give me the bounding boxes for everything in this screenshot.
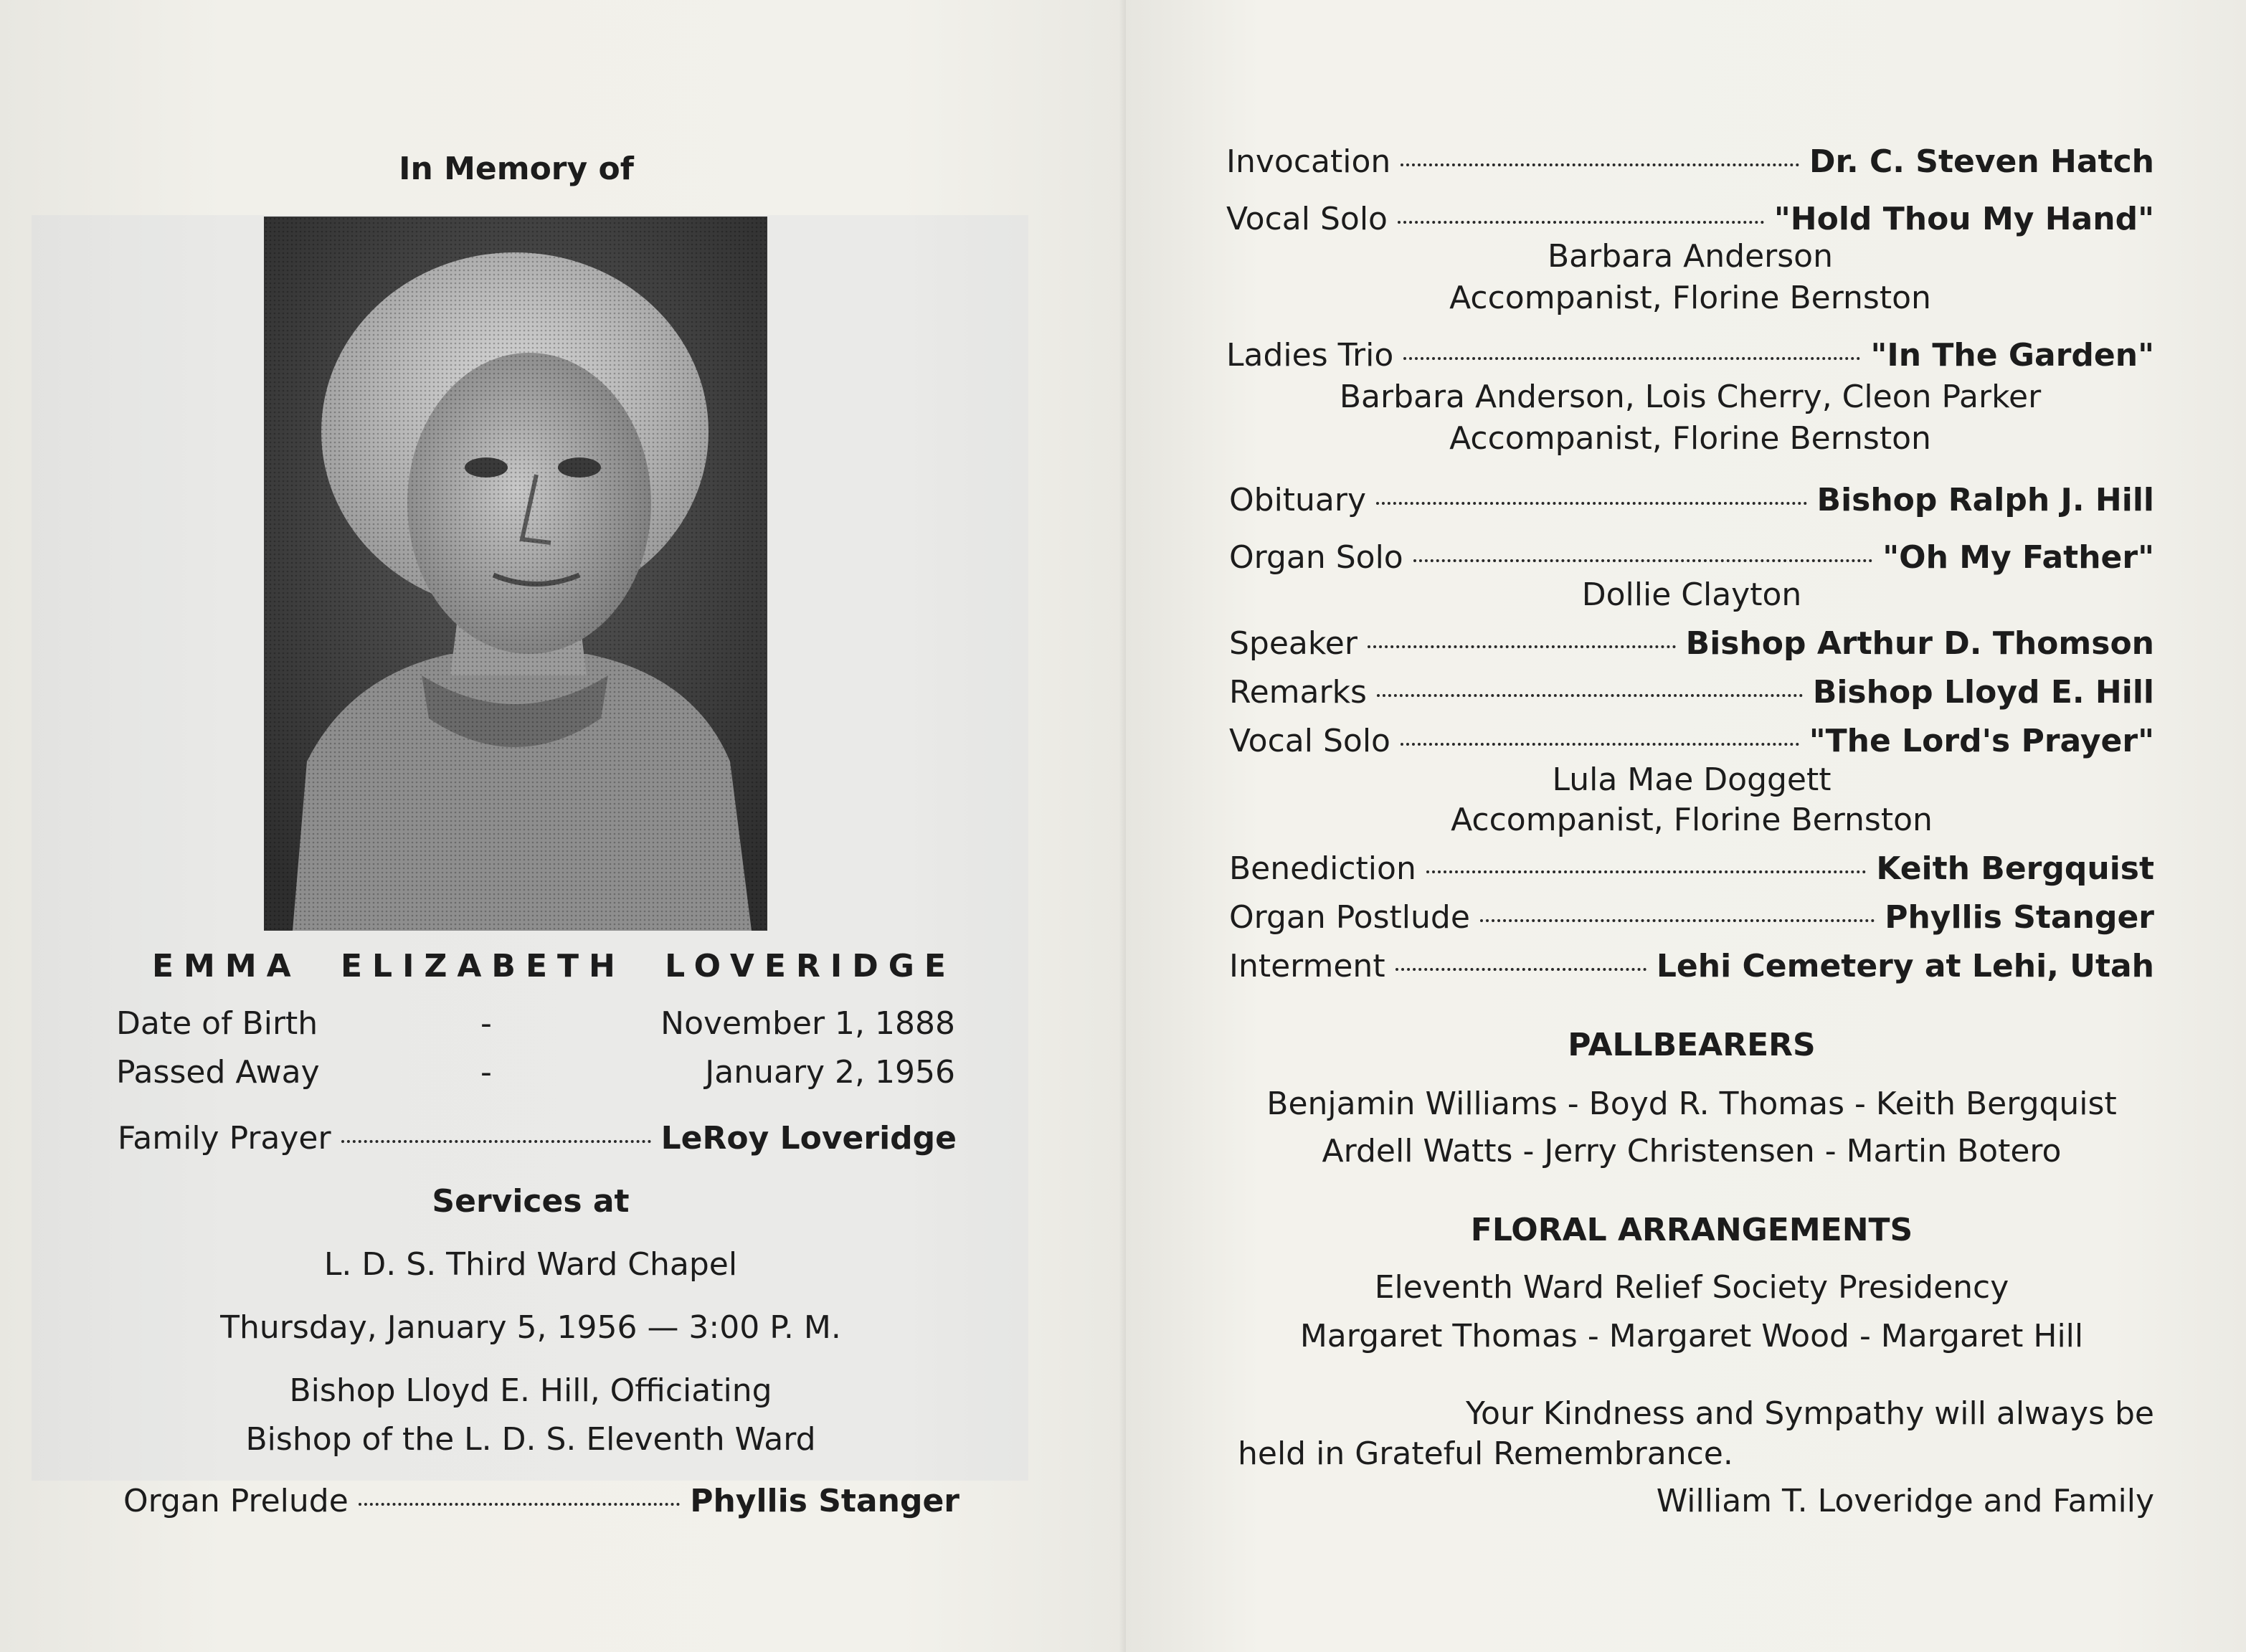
leader-dots bbox=[341, 1140, 651, 1143]
leader-dots bbox=[1401, 743, 1799, 746]
program-performer: Dollie Clayton bbox=[1581, 576, 1802, 613]
portrait-photo bbox=[264, 217, 767, 931]
program-value: Keith Bergquist bbox=[1876, 850, 2154, 887]
leader-dots bbox=[1376, 502, 1807, 505]
program-value: "The Lord's Prayer" bbox=[1809, 723, 2154, 759]
leader-dots bbox=[1413, 559, 1873, 562]
officiating-line-1: Bishop Lloyd E. Hill, Officiating bbox=[289, 1372, 772, 1409]
family-prayer-value: LeRoy Loveridge bbox=[660, 1120, 957, 1157]
program-value: Lehi Cemetery at Lehi, Utah bbox=[1656, 948, 2154, 984]
program-label: Ladies Trio bbox=[1226, 337, 1394, 374]
death-date-value: January 2, 1956 bbox=[705, 1054, 955, 1091]
leader-dots bbox=[1480, 919, 1875, 922]
program-value: "Oh My Father" bbox=[1882, 539, 2154, 576]
program-value: Bishop Ralph J. Hill bbox=[1816, 482, 2154, 518]
program-row-vocal-solo-1 bbox=[1226, 201, 2154, 237]
signature: William T. Loveridge and Family bbox=[1656, 1483, 2154, 1519]
leader-dots bbox=[1426, 870, 1867, 873]
program-performer: Barbara Anderson, Lois Cherry, Cleon Parker bbox=[1339, 379, 2042, 415]
program-row-invocation bbox=[1226, 143, 2154, 180]
death-date-label: Passed Away bbox=[116, 1054, 320, 1091]
right-page bbox=[1126, 0, 2246, 1652]
leader-dots bbox=[1398, 221, 1764, 224]
program-value: "Hold Thou My Hand" bbox=[1773, 201, 2154, 237]
floral-line-2: Margaret Thomas - Margaret Wood - Margaret Hill bbox=[1299, 1318, 2084, 1354]
thanks-line-1: Your Kindness and Sympathy will always be bbox=[1466, 1395, 2154, 1432]
program-label: Vocal Solo bbox=[1226, 201, 1388, 237]
officiating-line-2: Bishop of the L. D. S. Eleventh Ward bbox=[245, 1421, 816, 1458]
program-label: Organ Postlude bbox=[1229, 899, 1470, 936]
leader-dots bbox=[1401, 163, 1799, 166]
program-label: Benediction bbox=[1229, 850, 1416, 887]
program-row-speaker bbox=[1229, 625, 2154, 662]
service-datetime: Thursday, January 5, 1956 — 3:00 P. M. bbox=[220, 1309, 841, 1346]
deceased-name: EMMA ELIZABETH LOVERIDGE bbox=[152, 948, 956, 984]
program-performer: Lula Mae Doggett bbox=[1552, 761, 1832, 798]
program-row-ladies-trio bbox=[1226, 337, 2154, 374]
family-prayer-row bbox=[118, 1120, 957, 1157]
birth-date-value: November 1, 1888 bbox=[660, 1005, 955, 1042]
leader-dots bbox=[1396, 968, 1646, 971]
organ-prelude-value: Phyllis Stanger bbox=[690, 1483, 959, 1519]
program-label: Invocation bbox=[1226, 143, 1391, 180]
leader-dots bbox=[1368, 645, 1676, 648]
program-label: Obituary bbox=[1229, 482, 1367, 518]
program-value: Bishop Arthur D. Thomson bbox=[1685, 625, 2154, 662]
program-value: Dr. C. Steven Hatch bbox=[1809, 143, 2154, 180]
program-label: Speaker bbox=[1229, 625, 1357, 662]
program-row-organ-solo bbox=[1229, 539, 2154, 576]
program-row-benediction bbox=[1229, 850, 2154, 887]
leader-dots bbox=[1403, 357, 1860, 360]
leader-dots bbox=[359, 1503, 680, 1506]
birth-date-row bbox=[116, 1005, 955, 1048]
program-label: Vocal Solo bbox=[1229, 723, 1390, 759]
portrait-image bbox=[264, 217, 767, 931]
pallbearers-line-2: Ardell Watts - Jerry Christensen - Martin Botero bbox=[1322, 1133, 2062, 1169]
program-label: Organ Solo bbox=[1229, 539, 1403, 576]
death-date-dash: - bbox=[480, 1054, 492, 1091]
program-accompanist: Accompanist, Florine Bernston bbox=[1451, 802, 1933, 838]
organ-prelude-row bbox=[123, 1483, 959, 1519]
floral-heading: FLORAL ARRANGEMENTS bbox=[1470, 1212, 1913, 1248]
memory-heading: In Memory of bbox=[399, 151, 634, 187]
program-row-obituary bbox=[1229, 482, 2154, 518]
floral-line-1: Eleventh Ward Relief Society Presidency bbox=[1374, 1269, 2009, 1306]
death-date-row bbox=[116, 1054, 955, 1097]
program-performer: Barbara Anderson bbox=[1548, 238, 1833, 275]
program-row-vocal-solo-2 bbox=[1229, 723, 2154, 759]
family-prayer-label: Family Prayer bbox=[118, 1120, 331, 1157]
program-accompanist: Accompanist, Florine Bernston bbox=[1449, 280, 1931, 316]
program-label: Remarks bbox=[1229, 674, 1367, 711]
chapel-name: L. D. S. Third Ward Chapel bbox=[323, 1246, 738, 1283]
program-label: Interment bbox=[1229, 948, 1385, 984]
services-heading: Services at bbox=[432, 1183, 630, 1220]
thanks-line-2: held in Grateful Remembrance. bbox=[1238, 1435, 1733, 1472]
program-row-organ-postlude bbox=[1229, 899, 2154, 936]
program-value: Bishop Lloyd E. Hill bbox=[1812, 674, 2154, 711]
birth-date-dash: - bbox=[480, 1005, 492, 1042]
organ-prelude-label: Organ Prelude bbox=[123, 1483, 349, 1519]
pallbearers-heading: PALLBEARERS bbox=[1568, 1027, 1816, 1063]
birth-date-label: Date of Birth bbox=[116, 1005, 318, 1042]
program-row-remarks bbox=[1229, 674, 2154, 711]
program-value: "In The Garden" bbox=[1870, 337, 2154, 374]
program-accompanist: Accompanist, Florine Bernston bbox=[1449, 420, 1931, 457]
program-row-interment bbox=[1229, 948, 2154, 984]
pallbearers-line-1: Benjamin Williams - Boyd R. Thomas - Keith Bergquist bbox=[1266, 1086, 2117, 1122]
program-value: Phyllis Stanger bbox=[1885, 899, 2154, 936]
leader-dots bbox=[1377, 694, 1803, 697]
